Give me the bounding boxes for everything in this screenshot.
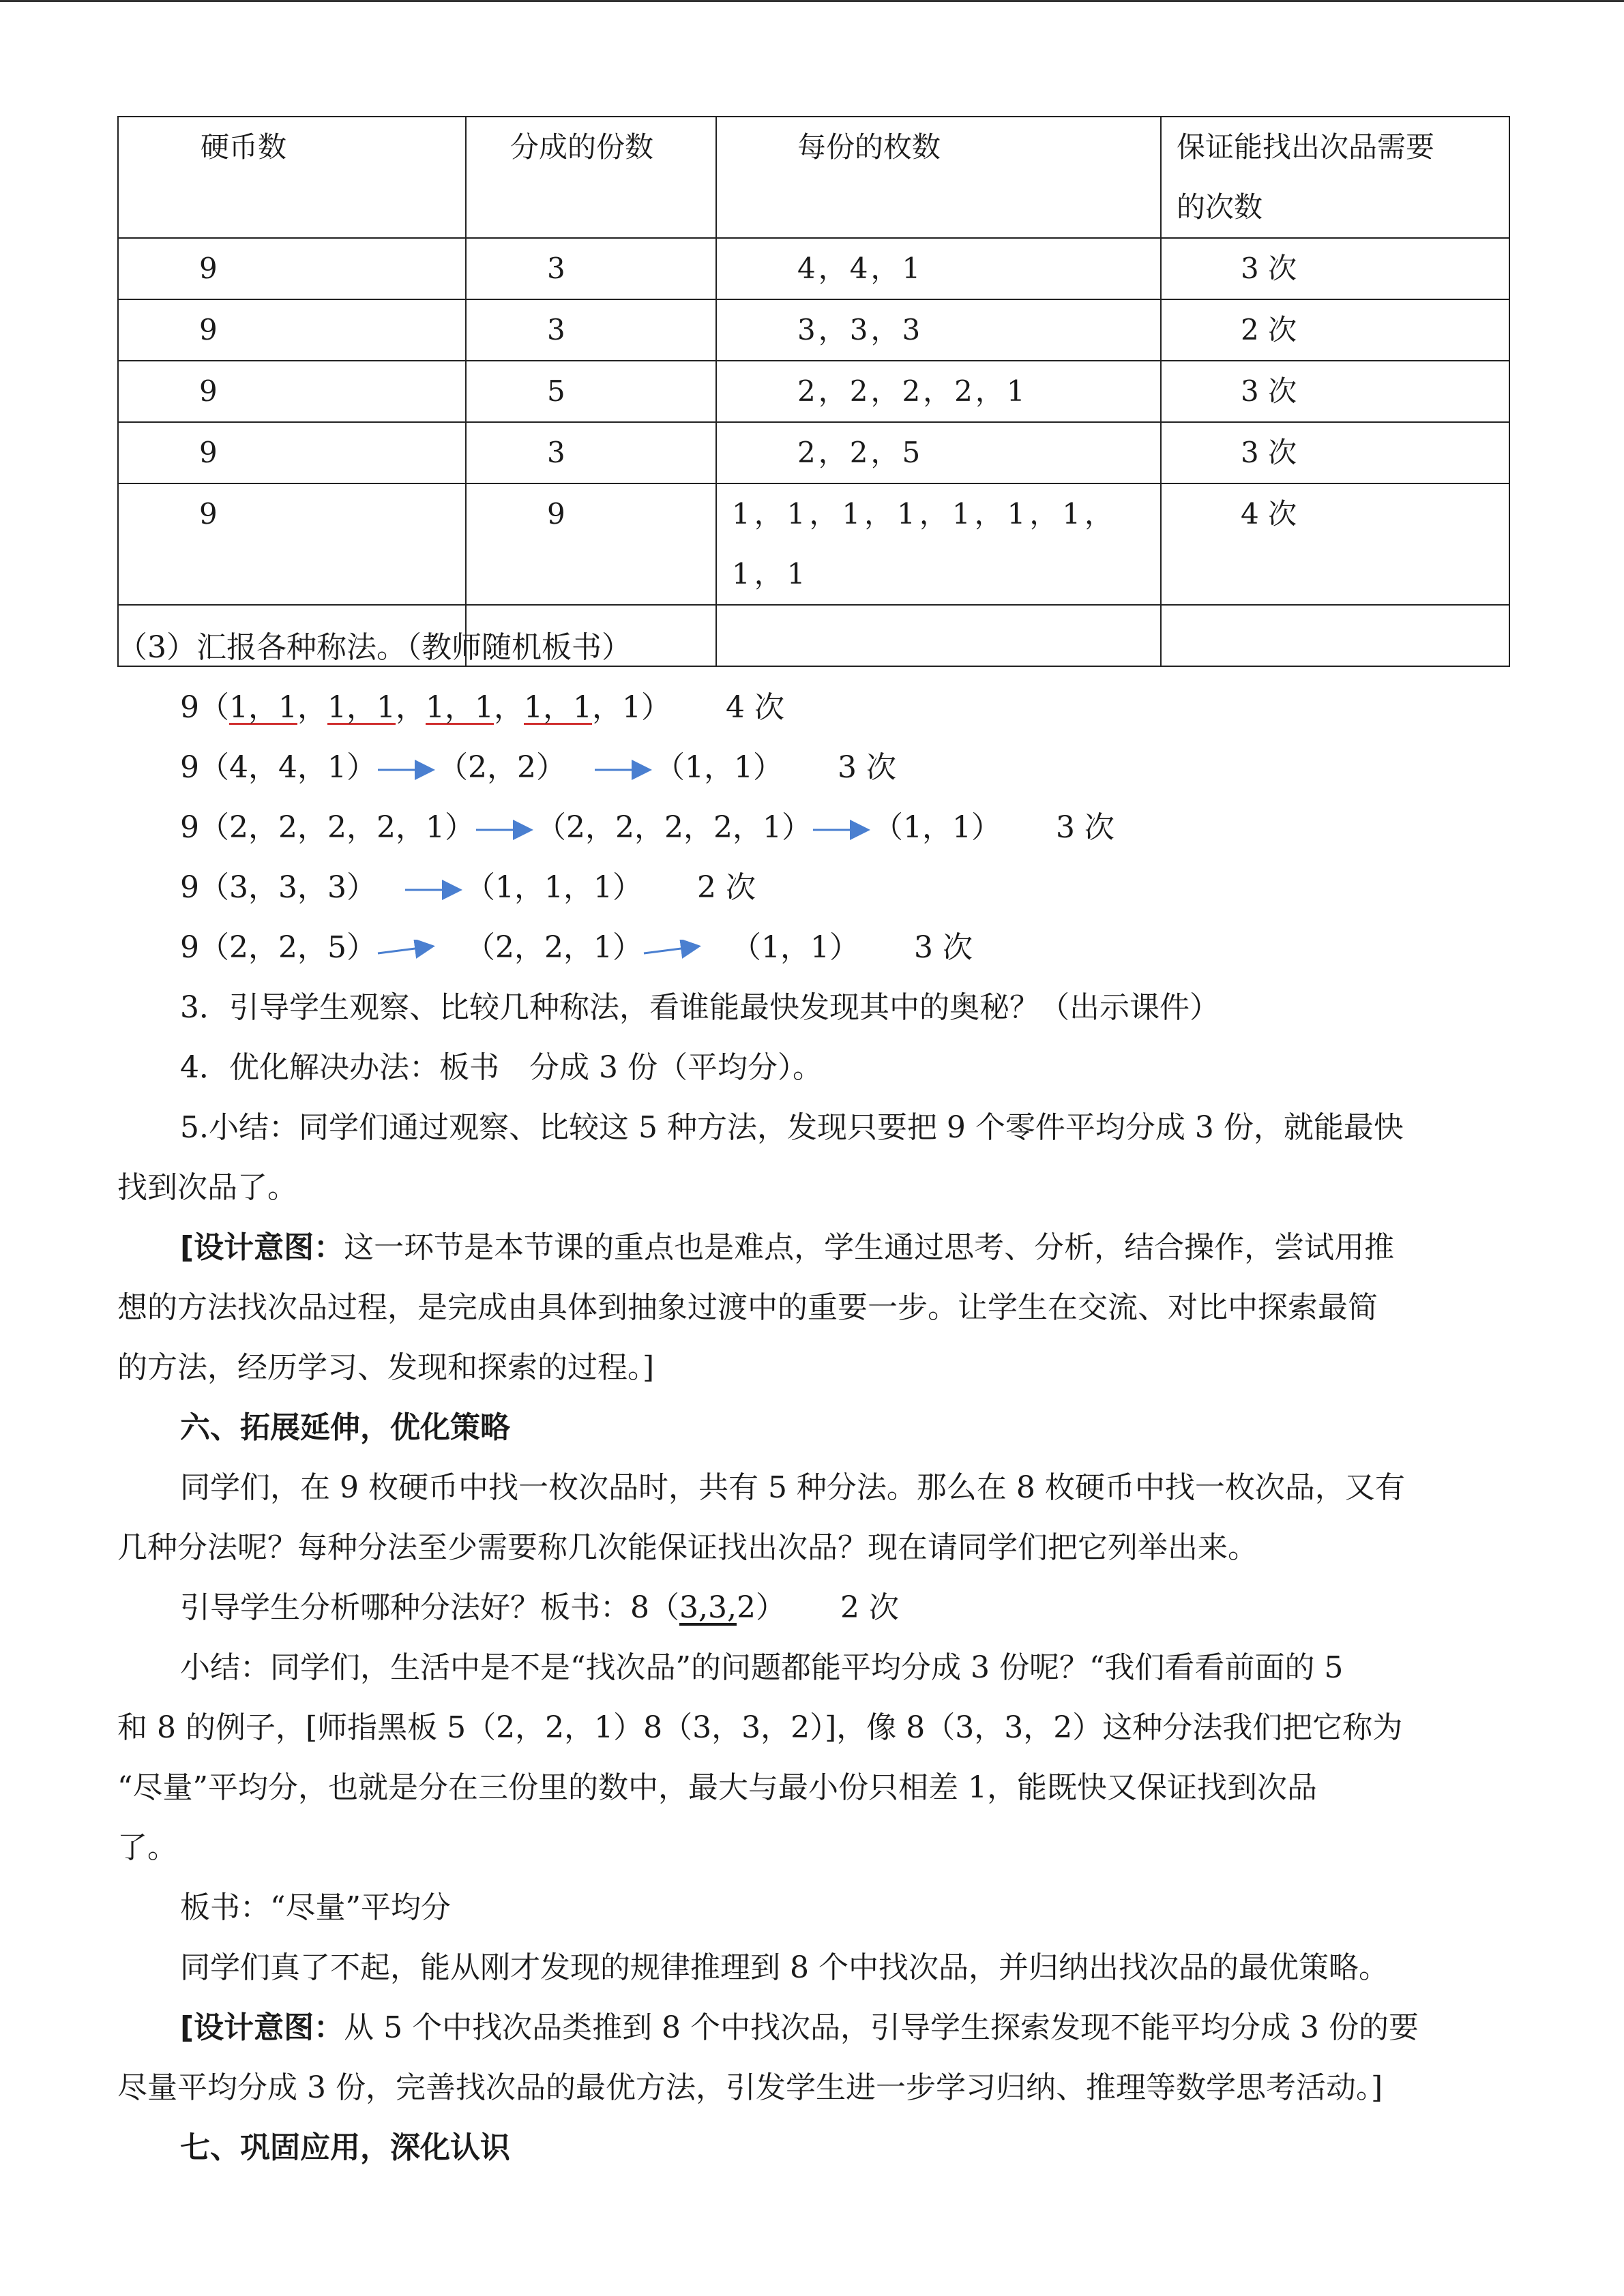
method-step: （2，2，1） — [464, 930, 643, 965]
guide-text: 引导学生分析哪种分法好？板书：8（ — [180, 1590, 679, 1625]
section-6-summary-line4: 了。 — [117, 1830, 177, 1865]
section-6-summary-line3: “尽量”平均分，也就是分在三份里的数中，最大与最小份只相差 1，能既快又保证找到次品 — [117, 1770, 1317, 1805]
table-row — [118, 422, 1509, 483]
cell-coins: 9 — [118, 422, 466, 483]
design-intent-text: 从 5 个中找次品类推到 8 个中找次品，引导学生探索发现不能平均分成 3 份的要 — [344, 2010, 1419, 2045]
design-intent-2-line2: 尽量平均分成 3 份，完善找次品的最优方法，引发学生进一步学习归纳、推理等数学思考活动。] — [117, 2070, 1383, 2105]
design-intent-label: [设计意图： — [180, 1230, 344, 1265]
arrow-right-icon — [812, 820, 873, 840]
cell-per-group: 2，2，2，2，1 — [716, 361, 1161, 422]
method-line-5 — [180, 927, 973, 968]
design-intent-2-line1 — [180, 2008, 1419, 2048]
design-intent-1-line3: 的方法，经历学习、发现和探索的过程。] — [117, 1350, 655, 1385]
arrow-right-icon — [377, 760, 438, 780]
separator: ， — [494, 690, 524, 725]
step-5-line1: 5.小结：同学们通过观察、比较这 5 种方法，发现只要把 9 个零件平均分成 3 份，就能最快 — [180, 1110, 1404, 1145]
method-suffix: ，1） — [592, 690, 671, 725]
method-count: 3 次 — [913, 930, 973, 965]
cell-coins: 9 — [118, 483, 466, 605]
separator: ， — [297, 690, 327, 725]
guide-suffix: 2） — [736, 1590, 786, 1625]
cell-times: 3 次 — [1161, 361, 1509, 422]
design-intent-1-line1 — [180, 1227, 1394, 1268]
header-weigh-times-line1: 保证能找出次品需要 — [1177, 130, 1435, 164]
guide-count: 2 次 — [840, 1590, 899, 1625]
method-step: （1，1） — [730, 930, 859, 965]
cell-coins: 9 — [118, 299, 466, 361]
cell-per-group: 4，4，1 — [716, 238, 1161, 299]
cell-groups: 5 — [466, 361, 716, 422]
cell-coins: 9 — [118, 238, 466, 299]
method-line-4 — [180, 867, 756, 908]
section-6-summary-line2: 和 8 的例子，[师指黑板 5（2，2，1）8（3，3，2）]，像 8（3，3，2）这种分法我们把它称为 — [117, 1710, 1403, 1745]
method-count: 3 次 — [837, 750, 896, 785]
method-step: 9（2，2，2，2，1） — [180, 810, 475, 845]
pair-underlined: 1，1 — [524, 690, 592, 725]
cell-times: 4 次 — [1161, 483, 1509, 605]
cell-groups: 3 — [466, 238, 716, 299]
cell-empty — [1161, 605, 1509, 666]
pair-underlined: 1，1 — [426, 690, 494, 725]
separator: ， — [396, 690, 426, 725]
method-line-1 — [180, 687, 784, 728]
table-row — [118, 483, 1509, 605]
coin-table — [117, 116, 1510, 667]
header-weigh-times-line2: 的次数 — [1177, 190, 1263, 224]
method-line-3 — [180, 807, 1114, 848]
method-step: 9（2，2，5） — [180, 930, 377, 965]
arrow-right-icon — [404, 880, 465, 900]
design-intent-label: [设计意图： — [180, 2010, 344, 2045]
method-count: 2 次 — [696, 870, 756, 905]
method-count: 3 次 — [1055, 810, 1114, 845]
guide-underlined: 3,3, — [679, 1590, 737, 1625]
cell-per-group: 3，3，3 — [716, 299, 1161, 361]
page-top-border — [0, 0, 1624, 2]
step-5-line2: 找到次品了。 — [117, 1170, 297, 1205]
arrow-right-icon — [475, 820, 536, 840]
cell-groups: 3 — [466, 422, 716, 483]
section-6-board: 板书：“尽量”平均分 — [180, 1890, 451, 1925]
section-6-praise: 同学们真了不起，能从刚才发现的规律推理到 8 个中找次品，并归纳出找次品的最优策略。 — [180, 1950, 1389, 1985]
method-count: 4 次 — [726, 690, 784, 725]
section-6-title: 六、拓展延伸，优化策略 — [180, 1410, 510, 1445]
header-per-group: 每份的枚数 — [716, 117, 1161, 238]
section-6-summary-line1: 小结：同学们，生活中是不是“找次品”的问题都能平均分成 3 份呢？“我们看看前面的 5 — [180, 1650, 1344, 1685]
pair-underlined: 1，1 — [229, 690, 297, 725]
arrow-right-icon — [377, 940, 438, 960]
method-step: 9（3，3，3） — [180, 870, 377, 905]
method-step: （1，1） — [872, 810, 1001, 845]
arrow-right-icon — [593, 760, 655, 780]
table-row — [118, 238, 1509, 299]
method-step: （1，1，1） — [464, 870, 643, 905]
pair-underlined: 1，1 — [327, 690, 396, 725]
cell-times: 2 次 — [1161, 299, 1509, 361]
cell-times: 3 次 — [1161, 238, 1509, 299]
cell-times: 3 次 — [1161, 422, 1509, 483]
cell-per-group: 2，2，5 — [716, 422, 1161, 483]
header-weigh-times — [1161, 117, 1509, 238]
document-page — [117, 116, 1509, 2165]
method-step: 9（4，4，1） — [180, 750, 377, 785]
cell-coins: 9 — [118, 361, 466, 422]
cell-empty — [716, 605, 1161, 666]
method-step: （1，1） — [654, 750, 783, 785]
method-prefix: 9（ — [180, 690, 229, 725]
table-row — [118, 361, 1509, 422]
header-group-count: 分成的份数 — [466, 117, 716, 238]
section-7-title: 七、巩固应用，深化认识 — [180, 2130, 510, 2165]
step-3: 3．引导学生观察、比较几种称法，看谁能最快发现其中的奥秘？（出示课件） — [180, 990, 1220, 1025]
header-coin-count: 硬币数 — [118, 117, 466, 238]
section-6-p1-line1: 同学们，在 9 枚硬币中找一枚次品时，共有 5 种分法。那么在 8 枚硬币中找一枚次品，又有 — [180, 1470, 1405, 1505]
method-step: （2，2，2，2，1） — [535, 810, 812, 845]
design-intent-text: 这一环节是本节课的重点也是难点，学生通过思考、分析，结合操作，尝试用推 — [344, 1230, 1395, 1265]
table-row — [118, 299, 1509, 361]
method-step: （2，2） — [437, 750, 566, 785]
arrow-right-icon — [643, 940, 704, 960]
step-4: 4．优化解决办法：板书 分成 3 份（平均分）。 — [180, 1050, 823, 1085]
report-heading: （3）汇报各种称法。（教师随机板书） — [117, 630, 632, 665]
design-intent-1-line2: 想的方法找次品过程，是完成由具体到抽象过渡中的重要一步。让学生在交流、对比中探索最简 — [117, 1290, 1378, 1325]
cell-per-group: 1，1，1，1，1，1，1，1，1 — [716, 483, 1161, 605]
table-header-row — [118, 117, 1509, 238]
cell-groups: 3 — [466, 299, 716, 361]
cell-groups: 9 — [466, 483, 716, 605]
method-line-2 — [180, 747, 896, 788]
section-6-p1-line2: 几种分法呢？每种分法至少需要称几次能保证找出次品？现在请同学们把它列举出来。 — [117, 1530, 1258, 1565]
section-6-guide — [180, 1587, 899, 1628]
